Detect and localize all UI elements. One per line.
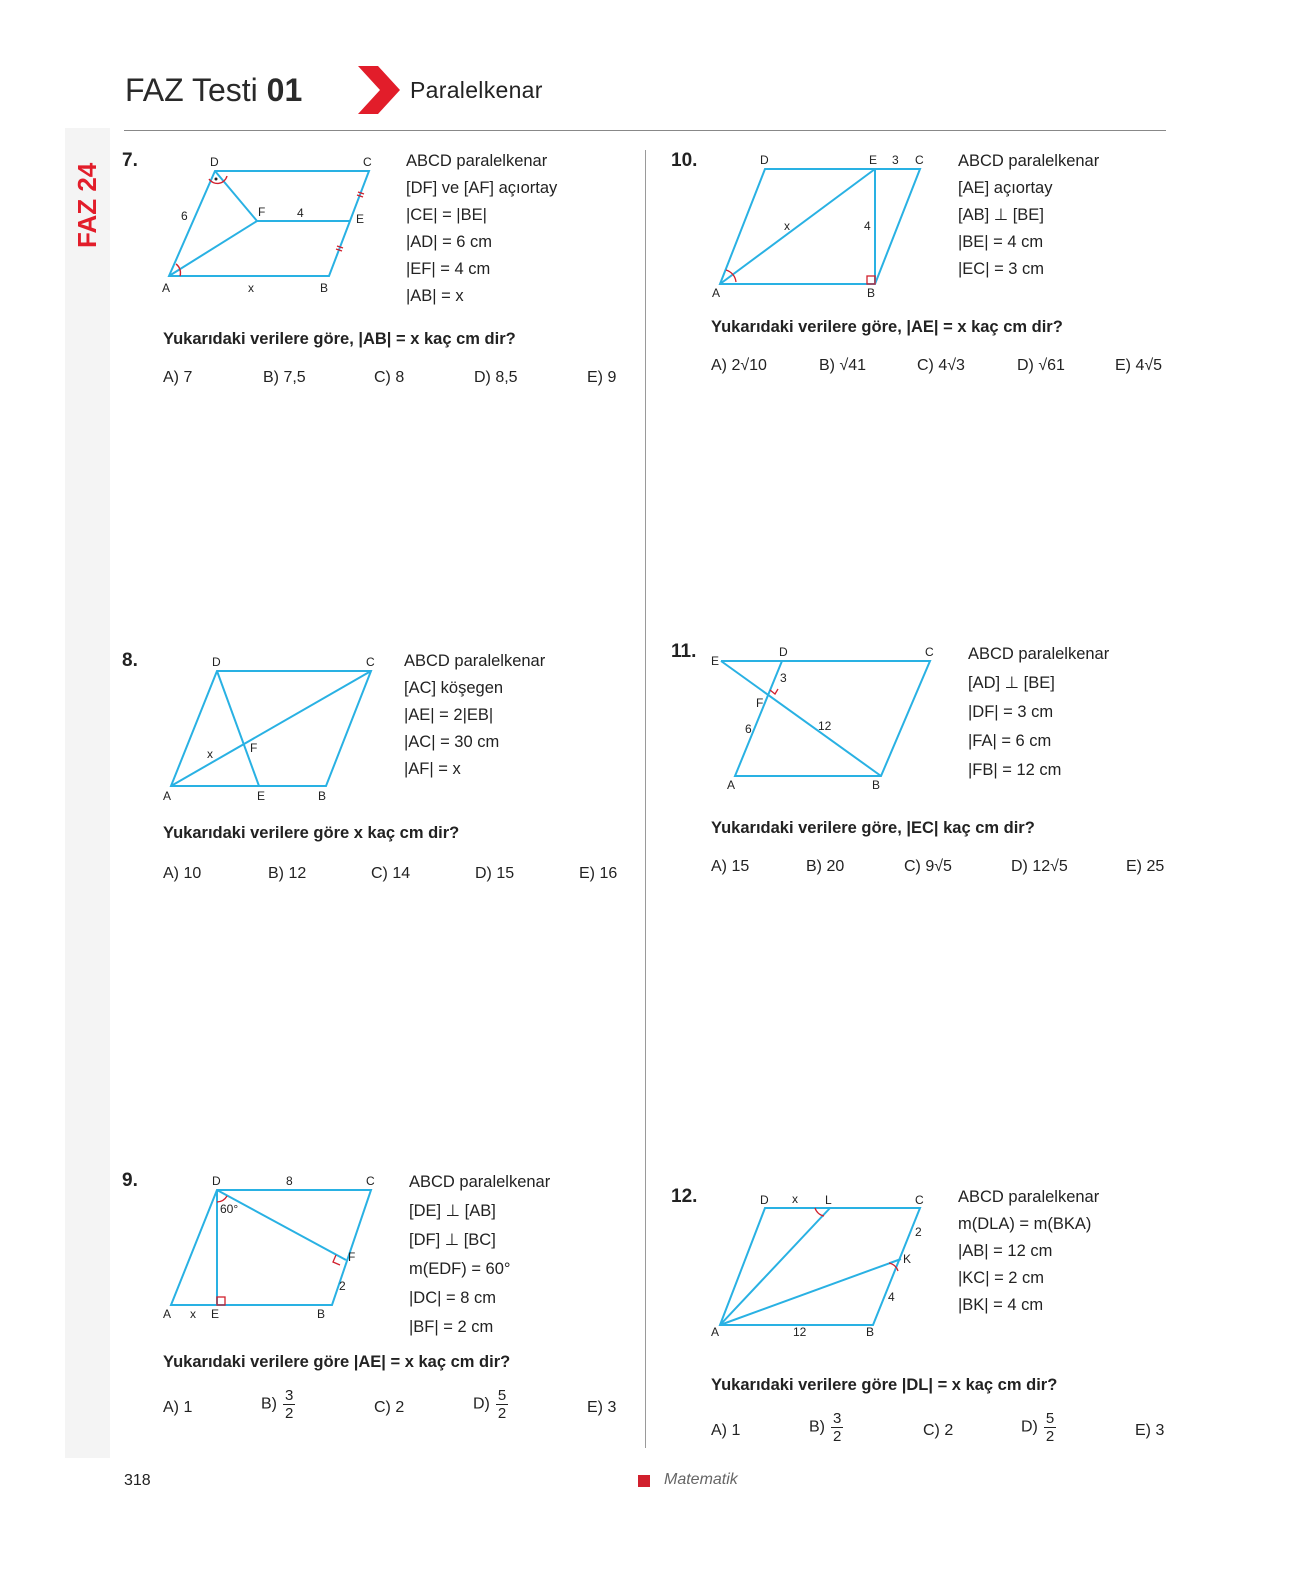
q9-option-d[interactable]: D) $\frac{5}{2}$	[473, 1387, 507, 1422]
q8-option-c[interactable]: C) 14	[371, 865, 411, 882]
question-11-number: 11.	[671, 641, 697, 662]
question-10-givens: ABCD paralelkenar [AE] açıortay [AB] ⊥ [BE] |BE| = 4 cm |EC| = 3 cm	[958, 152, 1100, 278]
footer-square-icon	[638, 1475, 650, 1487]
q8-label-f: F	[250, 741, 258, 755]
q12-label-k: K	[903, 1252, 912, 1266]
question-10-number: 10.	[671, 150, 698, 171]
q7-label-e: E	[356, 212, 365, 226]
topic-title: Paralelkenar	[410, 77, 543, 103]
question-7-number: 7.	[122, 150, 138, 171]
q8-label-c: C	[366, 655, 375, 669]
header-rule	[124, 130, 1166, 131]
test-title: FAZ Testi 01	[125, 72, 303, 108]
column-divider	[645, 150, 646, 1448]
q12-label-bk: 4	[888, 1290, 895, 1304]
q11-label-fa: 6	[745, 722, 752, 736]
q8-option-e[interactable]: E) 16	[579, 865, 618, 882]
question-9-givens: ABCD paralelkenar [DE] ⊥ [AB] [DF] ⊥ [BC] m(EDF) = 60° |DC| = 8 cm |BF| = 2 cm	[409, 1173, 551, 1336]
q10-option-c[interactable]: C) 4√3	[917, 357, 965, 374]
q12-label-c: C	[915, 1193, 924, 1207]
q9-label-c: C	[366, 1174, 375, 1188]
q8-label-a: A	[163, 789, 172, 803]
question-8-stem: Yukarıdaki verilere göre x kaç cm dir?	[163, 824, 460, 842]
question-10-stem: Yukarıdaki verilere göre, |AE| = x kaç cm dir?	[711, 318, 1063, 336]
q12-option-c[interactable]: C) 2	[923, 1422, 954, 1439]
q7-label-d: D	[210, 155, 219, 169]
q9-label-angle: 60°	[220, 1202, 239, 1216]
q11-label-c: C	[925, 645, 934, 659]
q8-label-e: E	[257, 789, 266, 803]
q12-label-d: D	[760, 1193, 769, 1207]
q7-label-c: C	[363, 155, 372, 169]
question-9-figure	[160, 1172, 390, 1322]
page-number: 318	[124, 1472, 151, 1489]
q9-label-d: D	[212, 1174, 221, 1188]
q10-label-ae: x	[784, 219, 790, 233]
q8-label-af: x	[207, 747, 213, 761]
q8-option-d[interactable]: D) 15	[475, 865, 515, 882]
q10-option-d[interactable]: D) √61	[1017, 357, 1065, 374]
q7-label-ad: 6	[181, 209, 188, 223]
q12-option-b[interactable]: B) $\frac{3}{2}$	[809, 1410, 842, 1445]
q8-label-d: D	[212, 655, 221, 669]
side-strip	[65, 128, 110, 1458]
q10-option-b[interactable]: B) √41	[819, 357, 867, 374]
question-8-figure	[160, 655, 390, 805]
q11-label-a: A	[727, 778, 736, 792]
question-12-number: 12.	[671, 1186, 698, 1207]
question-7-figure	[160, 152, 390, 302]
subject-label: Matematik	[664, 1471, 738, 1488]
q7-option-b[interactable]: B) 7,5	[263, 369, 306, 386]
q9-label-b: B	[317, 1307, 326, 1321]
q10-label-a: A	[712, 286, 721, 300]
q12-label-a: A	[711, 1325, 720, 1339]
q11-label-b: B	[872, 778, 881, 792]
q8-option-b[interactable]: B) 12	[268, 865, 307, 882]
q7-option-c[interactable]: C) 8	[374, 369, 405, 386]
q12-option-a[interactable]: A) 1	[711, 1422, 741, 1439]
q12-option-e[interactable]: E) 3	[1135, 1422, 1165, 1439]
q10-label-e: E	[869, 153, 878, 167]
q11-option-e[interactable]: E) 25	[1126, 858, 1165, 875]
q9-option-e[interactable]: E) 3	[587, 1399, 617, 1416]
q12-label-dl: x	[792, 1192, 798, 1206]
question-11-givens: ABCD paralelkenar [AD] ⊥ [BE] |DF| = 3 cm |FA| = 6 cm |FB| = 12 cm	[968, 645, 1110, 779]
q11-label-e: E	[711, 654, 720, 668]
svg-text:FAZ 24: FAZ 24	[72, 162, 102, 248]
question-9-number: 9.	[122, 1170, 138, 1191]
q10-label-ec: 3	[892, 153, 899, 167]
q7-label-ab: x	[248, 281, 254, 295]
q9-label-f: F	[348, 1250, 356, 1264]
q7-option-d[interactable]: D) 8,5	[474, 369, 518, 386]
q7-label-b: B	[320, 281, 329, 295]
question-11-figure	[708, 645, 948, 795]
question-12-stem: Yukarıdaki verilere göre |DL| = x kaç cm dir?	[711, 1376, 1058, 1394]
q11-label-d: D	[779, 645, 788, 659]
q7-label-a: A	[162, 281, 171, 295]
question-12-givens: ABCD paralelkenar m(DLA) = m(BKA) |AB| = 12 cm |KC| = 2 cm |BK| = 4 cm	[958, 1188, 1100, 1314]
q10-label-be: 4	[864, 219, 871, 233]
q9-label-ae: x	[190, 1307, 196, 1321]
q12-label-ab: 12	[793, 1325, 807, 1339]
q11-option-c[interactable]: C) 9√5	[904, 858, 952, 875]
q9-label-dc: 8	[286, 1174, 293, 1188]
q10-option-e[interactable]: E) 4√5	[1115, 357, 1163, 374]
q12-label-b: B	[866, 1325, 875, 1339]
q12-label-kc: 2	[915, 1225, 922, 1239]
chevron-right-icon	[358, 66, 400, 114]
question-7-givens: ABCD paralelkenar [DF] ve [AF] açıortay |CE| = |BE| |AD| = 6 cm |EF| = 4 cm |AB| = x	[406, 152, 558, 305]
q11-option-d[interactable]: D) 12√5	[1011, 858, 1068, 875]
q10-option-a[interactable]: A) 2√10	[711, 357, 767, 374]
q11-option-b[interactable]: B) 20	[806, 858, 845, 875]
q11-label-f: F	[756, 696, 764, 710]
q10-label-d: D	[760, 153, 769, 167]
question-8-givens: ABCD paralelkenar [AC] köşegen |AE| = 2|EB| |AC| = 30 cm |AF| = x	[404, 652, 546, 778]
q9-label-a: A	[163, 1307, 172, 1321]
q12-label-l: L	[825, 1193, 832, 1207]
q8-label-b: B	[318, 789, 327, 803]
question-10-figure	[710, 152, 940, 302]
question-11-stem: Yukarıdaki verilere göre, |EC| kaç cm dir?	[711, 819, 1035, 837]
q9-option-b[interactable]: B) $\frac{3}{2}$	[261, 1387, 294, 1422]
q9-option-a[interactable]: A) 1	[163, 1399, 193, 1416]
q7-label-ef: 4	[297, 206, 304, 220]
q10-label-b: B	[867, 286, 876, 300]
q9-option-c[interactable]: C) 2	[374, 1399, 405, 1416]
faz-24-side-label	[72, 150, 102, 250]
q7-label-f: F	[258, 205, 266, 219]
question-7-stem: Yukarıdaki verilere göre, |AB| = x kaç cm dir?	[163, 330, 516, 348]
q12-option-d[interactable]: D) $\frac{5}{2}$	[1021, 1410, 1055, 1445]
q11-option-a[interactable]: A) 15	[711, 858, 750, 875]
q7-option-e[interactable]: E) 9	[587, 369, 617, 386]
q7-option-a[interactable]: A) 7	[163, 369, 193, 386]
q11-label-df: 3	[780, 671, 787, 685]
q9-label-e: E	[211, 1307, 220, 1321]
q10-label-c: C	[915, 153, 924, 167]
q8-option-a[interactable]: A) 10	[163, 865, 202, 882]
question-9-stem: Yukarıdaki verilere göre |AE| = x kaç cm dir?	[163, 1353, 511, 1371]
q9-label-bf: 2	[339, 1279, 346, 1293]
question-12-figure	[708, 1190, 938, 1340]
question-8-number: 8.	[122, 650, 138, 671]
q11-label-fb: 12	[818, 719, 832, 733]
